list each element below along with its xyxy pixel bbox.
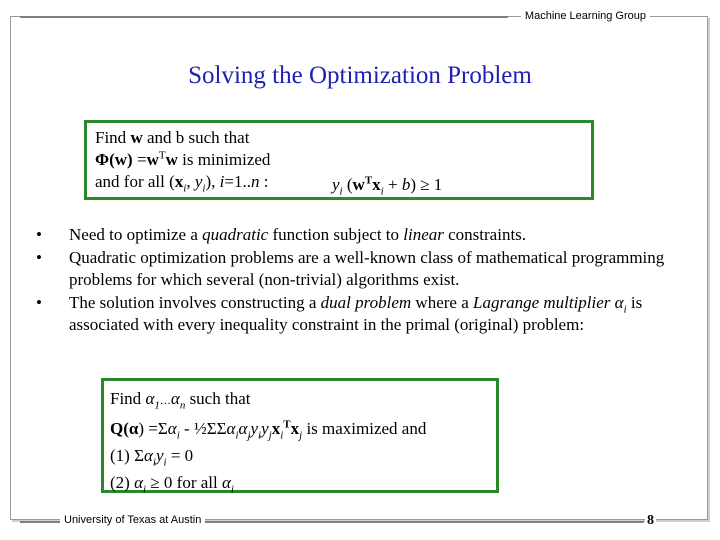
bullet-3: • The solution involves constructing a dual problem where a Lagrange multiplier $\alpha_i$ is associated with every inequality constraint in the primal (original) problem: (36, 292, 676, 337)
dual-line-3: (1) $\Sigma\alpha_iy_i = 0$ (110, 446, 194, 469)
bullet-1: • Need to optimize a quadratic function subject to linear constraints. (36, 224, 676, 247)
footer-institution: University of Texas at Austin (60, 514, 205, 526)
primal-line-2: $\Phi(w) =w^Tw$ is minimized (95, 149, 271, 169)
dual-problem-box (101, 378, 499, 496)
primal-line-1: Find w and b such that (95, 128, 250, 147)
dual-line-2: $Q(\alpha) =\Sigma\alpha_i$ - $\frac{1}{2}\Sigma\Sigma\alpha_i\alpha_jy_iy_jx_i^Tx_j$ is maximized and (110, 418, 427, 442)
dual-line-1: Find $\alpha_1\dots\alpha_n$ such that (110, 389, 251, 412)
primal-line-3: and for all ($x_i$, $y_i$), i=1..n : (95, 172, 269, 195)
header-rule (20, 16, 508, 18)
page-number: 8 (647, 513, 654, 528)
header-label: Machine Learning Group (521, 10, 650, 22)
primal-problem-box (84, 120, 594, 200)
bullet-2: • Quadratic optimization problems are a well-known class of mathematical programming problems for which several (non-trivial) algorithms exist. (36, 247, 676, 292)
slide-title: Solving the Optimization Problem (188, 62, 532, 89)
primal-constraint: $y_i$ $(w^Tx_i + b) \ge 1$ (332, 174, 443, 198)
bullet-list (36, 224, 676, 337)
dual-line-4: (2) $\alpha_i \ge 0$ for all $\alpha_i$ (110, 473, 234, 496)
